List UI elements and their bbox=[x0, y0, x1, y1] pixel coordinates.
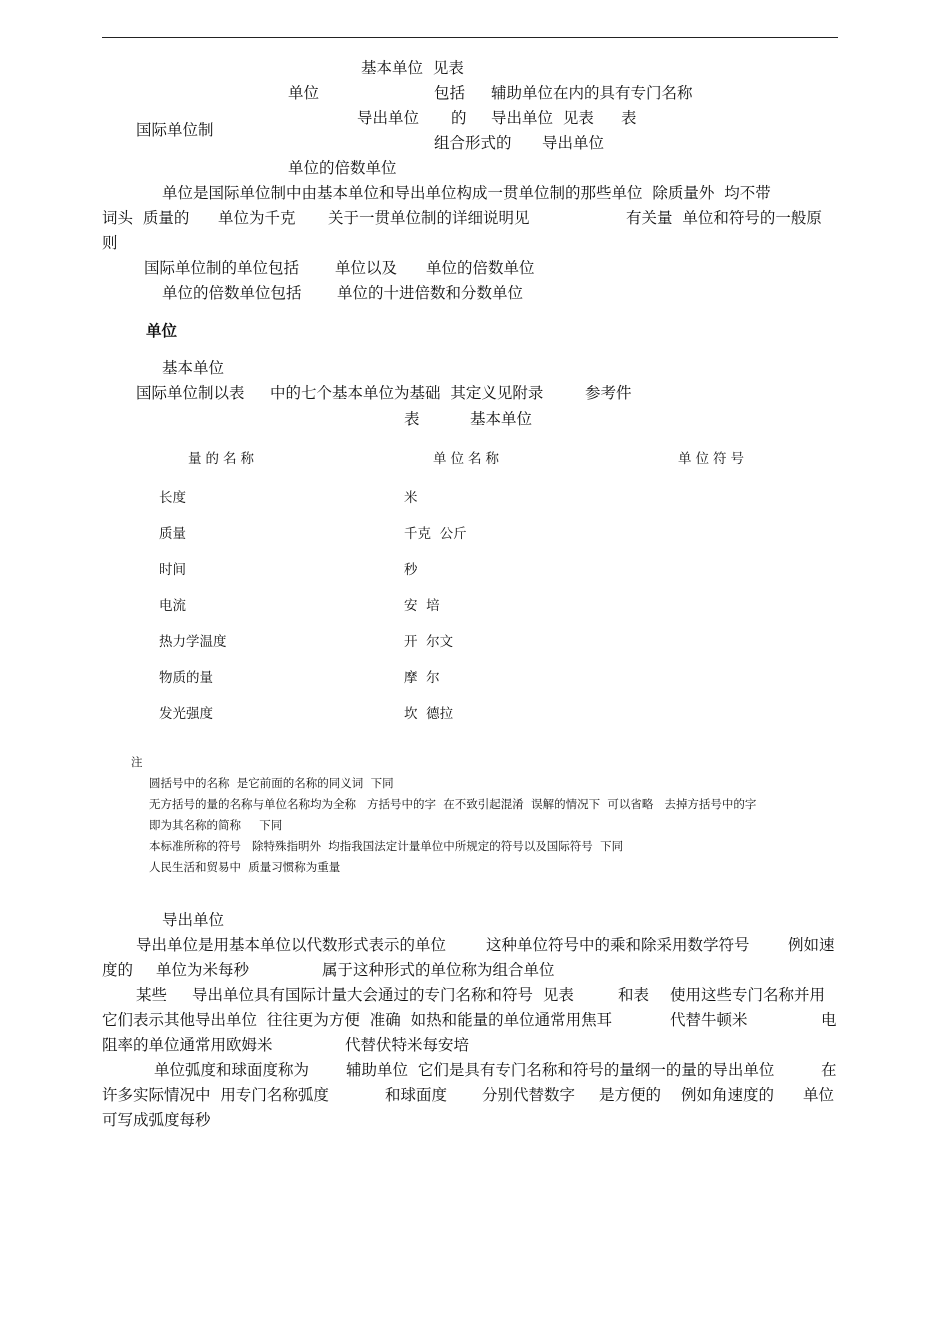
derived-p3-l1b: 辅助单位 它们是具有专门名称和符号的量纲一的量的导出单位 bbox=[346, 1061, 775, 1079]
table-row-3-quantity: 时间 bbox=[159, 562, 186, 578]
table-row-1-quantity: 长度 bbox=[159, 490, 186, 506]
base-units-text-c: 参考件 bbox=[585, 384, 632, 402]
table-row-4-unit: 安 培 bbox=[404, 598, 440, 614]
diagram-derived: 导出单位 bbox=[357, 109, 420, 127]
derived-p3-l3: 可写成弧度每秒 bbox=[102, 1111, 211, 1129]
derived-p1-l1c: 例如速 bbox=[788, 936, 835, 954]
table-caption-label: 表 bbox=[404, 410, 420, 428]
note-2: 无方括号的量的名称与单位名称均为全称 方括号中的字 在不致引起混淆 误解的情况下 可以省略 去掉方括号中的字 bbox=[149, 797, 757, 811]
table-row-5-quantity: 热力学温度 bbox=[159, 634, 227, 650]
derived-p1-l1a: 导出单位是用基本单位以代数形式表示的单位 bbox=[136, 936, 447, 954]
table-row-7-quantity: 发光强度 bbox=[159, 706, 213, 722]
diagram-combined: 组合形式的 bbox=[434, 134, 512, 152]
table-row-1-unit: 米 bbox=[404, 490, 418, 506]
diagram-units: 单位 bbox=[288, 84, 320, 102]
derived-p2-l2c: 电 bbox=[821, 1011, 837, 1029]
note-1: 圆括号中的名称 是它前面的名称的同义词 下同 bbox=[149, 776, 394, 790]
diagram-root: 国际单位制 bbox=[136, 121, 214, 139]
table-row-2-quantity: 质量 bbox=[159, 526, 186, 542]
derived-p1-l1b: 这种单位符号中的乘和除采用数学符号 bbox=[486, 936, 750, 954]
diagram-derived-combined: 导出单位 bbox=[542, 134, 605, 152]
note-2-cont: 即为其名称的简称 下同 bbox=[149, 818, 283, 832]
derived-p2-l3b: 代替伏特米每安培 bbox=[345, 1036, 470, 1054]
top-rule bbox=[102, 37, 838, 38]
notes-label: 注 bbox=[131, 755, 143, 769]
diagram-table-ref: 表 bbox=[621, 109, 637, 127]
derived-p1-l2c: 属于这种形式的单位称为组合单位 bbox=[322, 961, 555, 979]
intro-p1-line2b: 单位为千克 bbox=[218, 209, 296, 227]
intro-p3a: 单位的倍数单位包括 bbox=[162, 284, 302, 302]
derived-p1-l2a: 度的 bbox=[102, 961, 134, 979]
base-units-text-a: 国际单位制以表 bbox=[136, 384, 245, 402]
derived-p3-l2b: 和球面度 bbox=[385, 1086, 448, 1104]
base-units-text-b: 中的七个基本单位为基础 其定义见附录 bbox=[270, 384, 544, 402]
derived-p3-l2a: 许多实际情况中 用专门名称弧度 bbox=[102, 1086, 329, 1104]
diagram-includes: 包括 bbox=[434, 84, 466, 102]
table-row-3-unit: 秒 bbox=[404, 562, 418, 578]
diagram-of: 的 bbox=[451, 109, 467, 127]
table-row-2-unit: 千克 公斤 bbox=[404, 526, 467, 542]
table-row-6-unit: 摩 尔 bbox=[404, 670, 440, 686]
derived-p3-l2d: 是方便的 bbox=[599, 1086, 662, 1104]
intro-p1-line2d: 有关量 单位和符号的一般原 bbox=[626, 209, 822, 227]
derived-p3-l1c: 在 bbox=[821, 1061, 837, 1079]
intro-p2a: 国际单位制的单位包括 bbox=[144, 259, 300, 277]
intro-p1-line1: 单位是国际单位制中由基本单位和导出单位构成一贯单位制的那些单位 除质量外 均不带 bbox=[162, 184, 771, 202]
derived-p2-l1b: 导出单位具有国际计量大会通过的专门名称和符号 见表 bbox=[192, 986, 574, 1004]
table-row-4-quantity: 电流 bbox=[159, 598, 186, 614]
derived-p2-l1c: 和表 bbox=[618, 986, 650, 1004]
table-caption-title: 基本单位 bbox=[470, 410, 533, 428]
derived-p3-l1a: 单位弧度和球面度称为 bbox=[154, 1061, 310, 1079]
table-row-7-unit: 坎 德拉 bbox=[404, 706, 454, 722]
derived-units-heading: 导出单位 bbox=[162, 911, 225, 929]
derived-p3-l2e: 例如角速度的 bbox=[681, 1086, 775, 1104]
table-header-quantity: 量的名称 bbox=[188, 451, 258, 467]
derived-p2-l1a: 某些 bbox=[136, 986, 168, 1004]
table-row-5-unit: 开 尔文 bbox=[404, 634, 454, 650]
diagram-aux-units: 辅助单位在内的具有专门名称 bbox=[491, 84, 693, 102]
intro-p1-line3: 则 bbox=[102, 234, 118, 252]
derived-p2-l3a: 阻率的单位通常用欧姆米 bbox=[102, 1036, 273, 1054]
diagram-base-units: 基本单位 见表 bbox=[361, 59, 464, 77]
base-units-heading: 基本单位 bbox=[162, 359, 225, 377]
derived-p3-l2c: 分别代替数字 bbox=[482, 1086, 576, 1104]
intro-p1-line2a: 词头 质量的 bbox=[102, 209, 190, 227]
note-4: 人民生活和贸易中 质量习惯称为重量 bbox=[149, 860, 341, 874]
table-row-6-quantity: 物质的量 bbox=[159, 670, 213, 686]
section-units-heading: 单位 bbox=[146, 322, 178, 340]
table-header-unit-symbol: 单位符号 bbox=[678, 451, 748, 467]
intro-p1-line2c: 关于一贯单位制的详细说明见 bbox=[328, 209, 530, 227]
intro-p2b: 单位以及 bbox=[335, 259, 398, 277]
note-3: 本标准所称的符号 除特殊指明外 均指我国法定计量单位中所规定的符号以及国际符号 下同 bbox=[149, 839, 624, 853]
derived-p1-l2b: 单位为米每秒 bbox=[156, 961, 250, 979]
derived-p2-l2a: 它们表示其他导出单位 往往更为方便 准确 如热和能量的单位通常用焦耳 bbox=[102, 1011, 613, 1029]
table-header-unit-name: 单位名称 bbox=[433, 451, 503, 467]
derived-p2-l2b: 代替牛顿米 bbox=[670, 1011, 748, 1029]
diagram-multiples: 单位的倍数单位 bbox=[288, 159, 397, 177]
derived-p2-l1d: 使用这些专门名称并用 bbox=[670, 986, 826, 1004]
derived-p3-l2f: 单位 bbox=[803, 1086, 835, 1104]
intro-p3b: 单位的十进倍数和分数单位 bbox=[337, 284, 524, 302]
intro-p2c: 单位的倍数单位 bbox=[426, 259, 535, 277]
diagram-derived-ref: 导出单位 见表 bbox=[491, 109, 594, 127]
